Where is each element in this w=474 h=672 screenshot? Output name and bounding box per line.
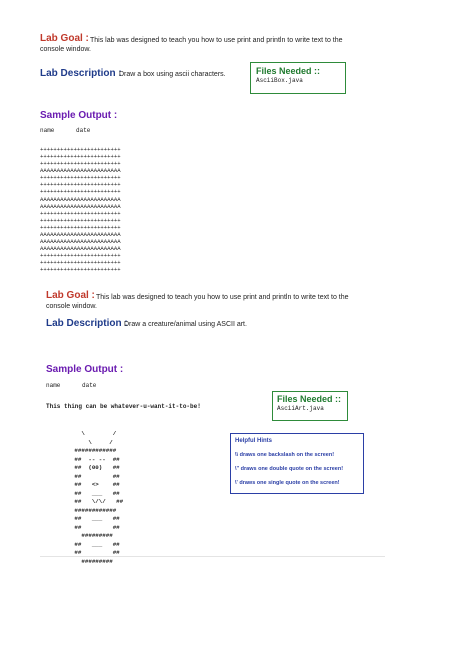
- name-label-2: name: [46, 382, 61, 389]
- lab-goal-text-2: This lab was designed to teach you how to use print and println to write text to the console window.: [46, 294, 349, 310]
- ascii-art-output: \ / \ / ############ ## -- -- ## ## (00) ## ## ## ## <> ## ## ___ ## ## \/\/ ## ############ ## ___ ## ## ## ######### ## ___ ## ## ## #########: [74, 430, 124, 565]
- file-name-1: AsciiBox.java: [256, 77, 303, 84]
- sample-output-label-1: Sample Output :: [40, 110, 118, 121]
- lab-description-text-2: Draw a creature/animal using ASCII art.: [124, 321, 247, 328]
- lab-description-label-1: Lab Description :: [40, 68, 122, 79]
- helpful-hints-box: [230, 433, 364, 494]
- name-label-1: name: [40, 127, 55, 134]
- page-divider: [40, 556, 385, 557]
- date-label-2: date: [82, 382, 97, 389]
- files-needed-title-1: Files Needed ::: [256, 66, 321, 76]
- files-needed-box-2: [272, 391, 348, 421]
- files-needed-title-2: Files Needed ::: [277, 394, 342, 404]
- tagline-output: This thing can be whatever-u-want-it-to-be!: [46, 403, 201, 410]
- hint-single-quote: \' draws one single quote on the screen!: [235, 480, 340, 486]
- lab-goal-label-2: Lab Goal :: [46, 290, 95, 301]
- helpful-hints-title: Helpful Hints: [235, 438, 272, 444]
- files-needed-box-1: [250, 62, 346, 94]
- lab-description-text-1: Draw a box using ascii characters.: [119, 71, 226, 78]
- lab-goal-text-1: This lab was designed to teach you how to use print and println to write text to the console window.: [40, 37, 343, 53]
- lab-goal-label-1: Lab Goal :: [40, 33, 89, 44]
- date-label-1: date: [76, 127, 91, 134]
- ascii-box-output: ++++++++++++++++++++++++ ++++++++++++++++++++++++ ++++++++++++++++++++++++ AAAAAAAAAAAAAAAAAAAAAAAA ++++++++++++++++++++++++ ++++++++++++++++++++++++ ++++++++++++++++++++++++ AAAAAAAAAAAAAAAAAAAAAAAA AAAAAAAAAAAAAAAAAAAAAAAA ++++++++++++++++++++++++ ++++++++++++++++++++++++ ++++++++++++++++++++++++ AAAAAAAAAAAAAAAAAAAAAAAA AAAAAAAAAAAAAAAAAAAAAAAA AAAAAAAAAAAAAAAAAAAAAAAA ++++++++++++++++++++++++ ++++++++++++++++++++++++ ++++++++++++++++++++++++: [40, 146, 121, 274]
- sample-output-label-2: Sample Output :: [46, 364, 124, 375]
- hint-double-quote: \" draws one double quote on the screen!: [235, 466, 344, 472]
- lab-description-label-2: Lab Description :: [46, 318, 128, 329]
- file-name-2: AsciiArt.java: [277, 405, 324, 412]
- hint-backslash: \\ draws one backslash on the screen!: [235, 452, 335, 458]
